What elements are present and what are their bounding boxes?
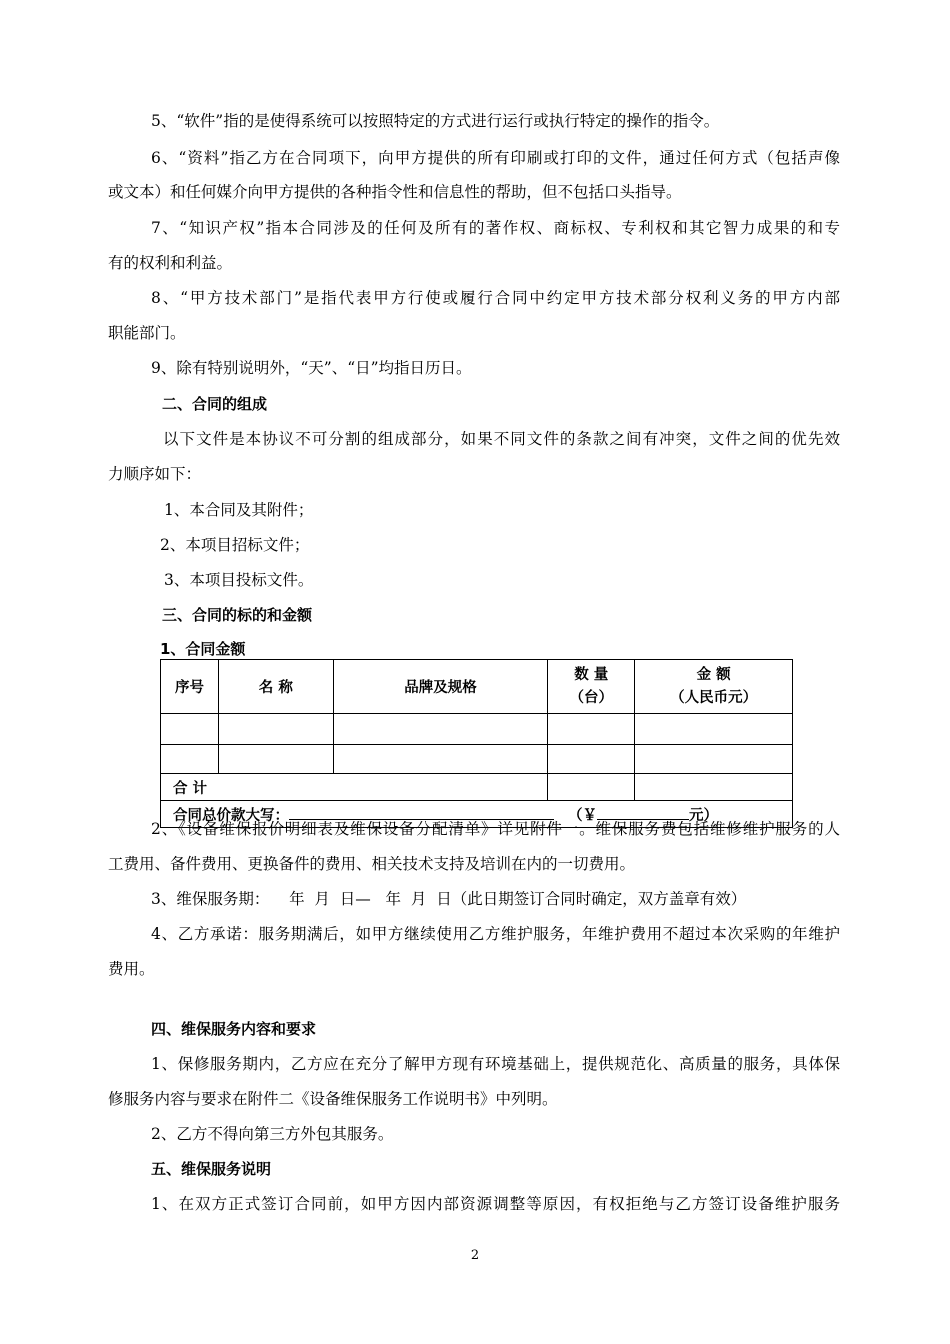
section-2-item-1: 1、本合同及其附件； <box>164 501 314 519</box>
definition-5: 5、“软件”指的是使得系统可以按照特定的方式进行运行或执行特定的操作的指令。 <box>151 112 720 130</box>
grand-total-unit: 元） <box>689 807 718 824</box>
section-2-intro-line2: 力顺序如下： <box>108 465 202 483</box>
cell-amount-1[interactable] <box>635 714 793 745</box>
table-total-row <box>161 774 793 801</box>
section-4-heading: 四、维保服务内容和要求 <box>151 1020 317 1038</box>
cell-name-1[interactable] <box>218 714 333 745</box>
table-row <box>161 745 793 774</box>
table-header-row <box>161 660 793 714</box>
cell-seq-1[interactable] <box>161 714 219 745</box>
section-2-item-3: 3、本项目投标文件。 <box>164 571 314 589</box>
definition-7-line1: 7、“知识产权”指本合同涉及的任何及所有的著作权、商标权、专利权和其它智力成果的和专 <box>151 219 840 237</box>
header-name: 名 称 <box>218 660 333 714</box>
section-5-p1-line1: 1、在双方正式签订合同前，如甲方因内部资源调整等原因，有权拒绝与乙方签订设备维护服务 <box>151 1195 840 1213</box>
definition-6-line2: 或文本）和任何媒介向甲方提供的各种指令性和信息性的帮助，但不包括口头指导。 <box>108 183 682 201</box>
page-number: 2 <box>470 1248 480 1263</box>
section-3-heading: 三、合同的标的和金额 <box>162 606 313 624</box>
contract-amount-table <box>160 659 793 828</box>
definition-6-line1: 6、“资料”指乙方在合同项下，向甲方提供的所有印刷或打印的文件，通过任何方式（包括声像 <box>151 149 840 167</box>
section-3-p4-line2: 费用。 <box>108 960 155 978</box>
header-brand: 品牌及规格 <box>333 660 548 714</box>
definition-8-line1: 8、“甲方技术部门”是指代表甲方行使或履行合同中约定甲方技术部分权利义务的甲方内部 <box>151 289 840 307</box>
header-qty-label: 数 量 <box>574 666 609 683</box>
header-amount-unit: （人民币元） <box>670 689 758 706</box>
section-4-p2: 2、乙方不得向第三方外包其服务。 <box>151 1125 394 1143</box>
section-4-p1-line2: 修服务内容与要求在附件二《设备维保服务工作说明书》中列明。 <box>108 1090 558 1108</box>
definition-7-line2: 有的权利和利益。 <box>108 254 233 272</box>
definition-9: 9、除有特别说明外，“天”、“日”均指日历日。 <box>151 359 472 377</box>
header-amount-label: 金 额 <box>696 666 731 683</box>
cell-brand-2[interactable] <box>333 745 548 774</box>
header-seq: 序号 <box>161 660 219 714</box>
grand-total-currency: （￥ <box>568 807 597 824</box>
table-row <box>161 714 793 745</box>
header-qty-unit: （台） <box>569 689 613 706</box>
section-3-p2-line2: 工费用、备件费用、更换备件的费用、相关技术支持及培训在内的一切费用。 <box>108 855 636 873</box>
section-4-p1-line1: 1、保修服务期内，乙方应在充分了解甲方现有环境基础上，提供规范化、高质量的服务，具体保 <box>151 1055 840 1073</box>
total-qty[interactable] <box>548 774 635 801</box>
header-qty <box>548 660 635 714</box>
cell-name-2[interactable] <box>218 745 333 774</box>
grand-total-label: 合同总价款大写： <box>173 807 289 824</box>
section-3-p4-line1: 4、乙方承诺：服务期满后，如甲方继续使用乙方维护服务，年维护费用不超过本次采购的年维护 <box>151 925 840 943</box>
section-3-p3: 3、维保服务期： 年 月 日— 年 月 日（此日期签订合同时确定，双方盖章有效） <box>151 890 747 908</box>
section-2-heading: 二、合同的组成 <box>162 395 268 413</box>
section-3-sub-1: 1、合同金额 <box>160 640 246 658</box>
total-amount[interactable] <box>635 774 793 801</box>
total-label: 合 计 <box>161 774 548 801</box>
section-2-intro-line1: 以下文件是本协议不可分割的组成部分，如果不同文件的条款之间有冲突，文件之间的优先效 <box>163 430 840 448</box>
cell-qty-1[interactable] <box>548 714 635 745</box>
section-5-heading: 五、维保服务说明 <box>151 1160 272 1178</box>
section-3-p2-line1: 2、《设备维保报价明细表及维保设备分配清单》详见附件一。维保服务费包括维修维护服务的人 <box>151 820 840 838</box>
definition-8-line2: 职能部门。 <box>108 324 186 342</box>
section-2-item-2: 2、本项目招标文件； <box>160 536 310 554</box>
cell-qty-2[interactable] <box>548 745 635 774</box>
cell-amount-2[interactable] <box>635 745 793 774</box>
header-amount <box>635 660 793 714</box>
cell-seq-2[interactable] <box>161 745 219 774</box>
cell-brand-1[interactable] <box>333 714 548 745</box>
